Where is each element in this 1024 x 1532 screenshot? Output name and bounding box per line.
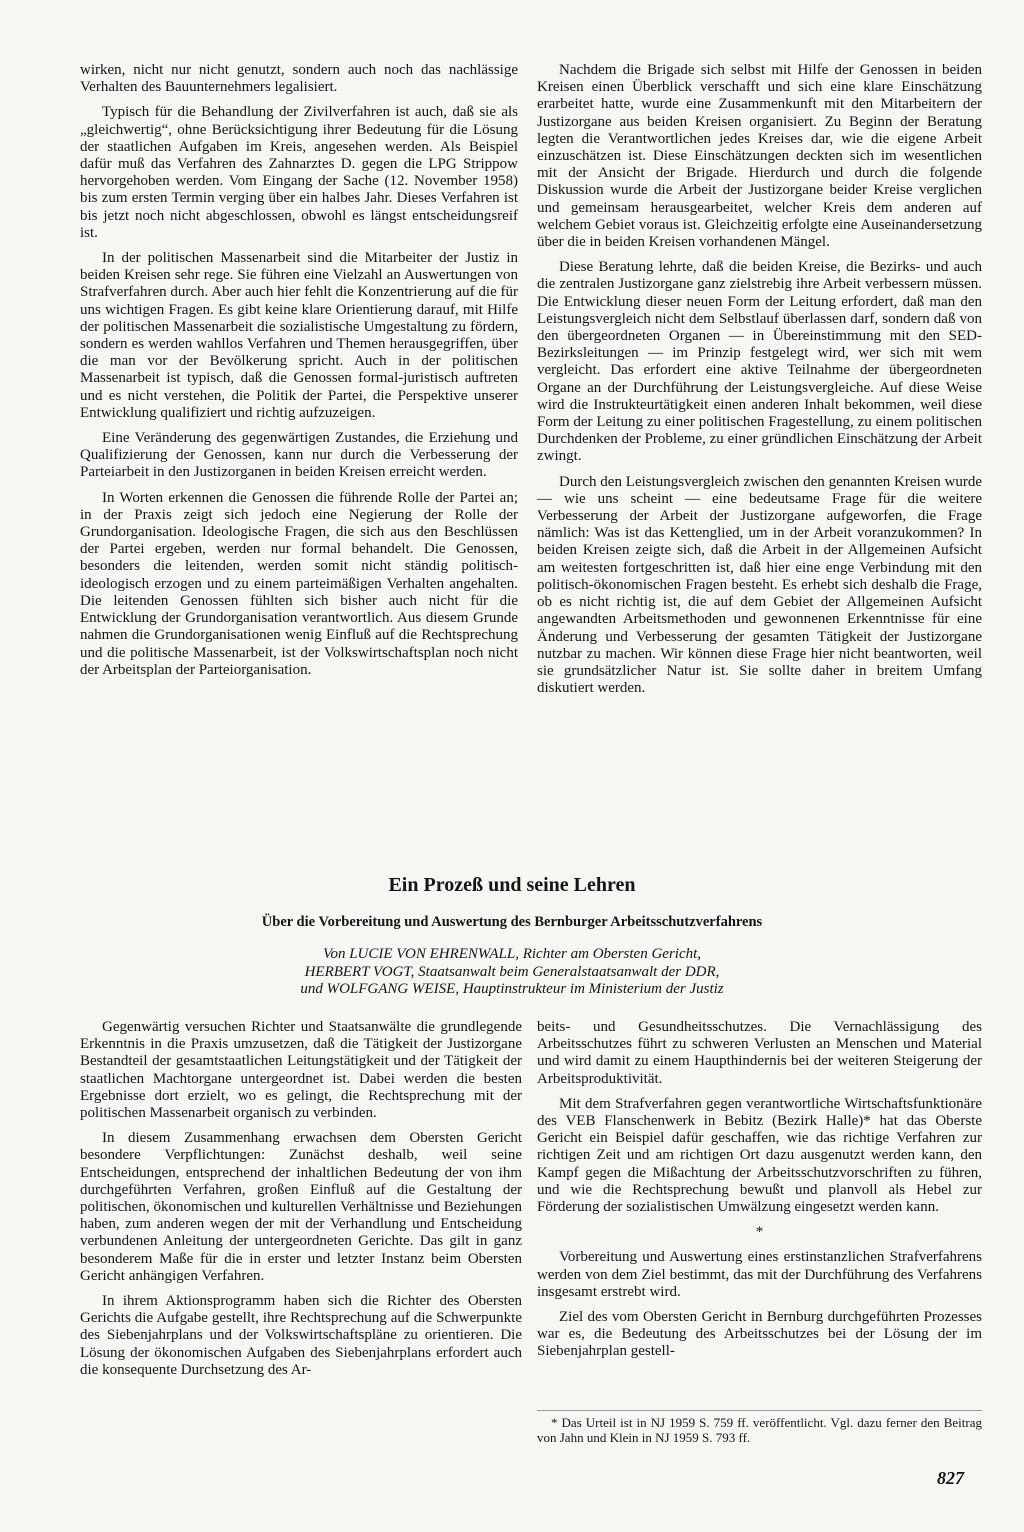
article-title: Ein Prozeß und seine Lehren (388, 874, 636, 896)
byline-line: und WOLFGANG WEISE, Hauptinstrukteur im Ministerium der Justiz (300, 981, 724, 997)
footnote-text: * Das Urteil ist in NJ 1959 S. 759 ff. veröffentlicht. Vgl. dazu ferner den Beitrag von Jahn und Klein in NJ 1959 S. 793 ff. (537, 1415, 982, 1445)
paragraph: Durch den Leistungsvergleich zwischen den genannten Kreisen wurde — wie uns scheint — eine bedeutsame Frage für die weitere Verbesserung der Arbeit der Justizorgane aufgeworfen, die Frage nämlich: Was ist das Kettenglied, um in der Arbeit voranzukommen? In beiden Kreisen zeigte sich, daß die Arbeit in der Allgemeinen Aufsicht am weitesten fortgeschritten ist, daß hier eine enge Verbindung mit den politisch-ökonomischen Fragen besteht. Es erhebt sich deshalb die Frage, ob es nicht richtig ist, die auf dem Gebiet der Allgemeinen Aufsicht angewandten Arbeitsmethoden und gewonnenen Erkenntnisse für eine Änderung und Verbesserung der gesamten Tätigkeit der Justizorgane nutzbar zu machen. Wir können diese Frage hier nicht beantworten, weil sie grundsätzlicher Natur ist. Sie sollte daher in breitem Umfang diskutiert werden. (537, 473, 982, 697)
paragraph: Mit dem Strafverfahren gegen verantwortliche Wirtschaftsfunktionäre des VEB Flanschenwerk in Bebitz (Bezirk Halle)* hat das Oberste Gericht ein Beispiel dafür geschaffen, wie das richtige Verfahren zur richtigen Zeit und am richtigen Ort dazu ausgenutzt werden kann, den Kampf gegen die Mißachtung der Arbeitsschutzvorschriften zu führen, und wie die Rechtsprechung bewußt und planvoll als Hebel zur Förderung der sozialistischen Umwälzung eingesetzt werden kann. (537, 1095, 982, 1216)
section-separator: * (755, 1224, 764, 1241)
paragraph: Typisch für die Behandlung der Zivilverfahren ist auch, daß sie als „gleichwertig“, ohne Berücksichtigung ihrer Bedeutung für die Lösung der staatlichen Aufgaben im Kreis, angesehen werden. Als Beispiel dafür muß das Verfahren des Zahnarztes D. gegen die LPG Strippow hervorgehoben werden. Vom Eingang der Sache (12. November 1958) bis zum ersten Termin verging über ein halbes Jahr. Dieses Verfahren ist bis jetzt noch nicht abgeschlossen, obwohl es längst entscheidungsreif ist. (80, 104, 518, 241)
paragraph: Ziel des vom Obersten Gericht in Bernburg durchgeführten Prozesses war es, die Bedeutung des Arbeitsschutzes bei der Lösung der im Siebenjahrplan gestell- (537, 1309, 982, 1360)
paragraph: beits- und Gesundheitsschutzes. Die Vernachlässigung des Arbeitsschutzes führt zu schweren Verlusten an Menschen und Material und wird damit zu einem Haupthindernis bei der weiteren Steigerung der Arbeitsproduktivität. (537, 1019, 982, 1087)
byline-line: HERBERT VOGT, Staatsanwalt beim Generalstaatsanwalt der DDR, (304, 963, 720, 980)
paragraph: Nachdem die Brigade sich selbst mit Hilfe der Genossen in beiden Kreisen einen Überblick verschafft und sich eine klare Einschätzung erarbeitet hatte, wurde eine Zusammenkunft mit den Mitarbeitern der Justizorgane aus beiden Kreisen organisiert. Zu Beginn der Beratung legten die Verantwortlichen jedes Kreises dar, wie die eigene Arbeit einzuschätzen ist. Diese Einschätzungen deckten sich im wesentlichen mit der Ansicht der Brigade. Hierdurch und durch die folgende Diskussion wurde die Arbeit der Justizorgane beider Kreise verglichen und gemeinsam herausgearbeitet, welcher Kreis dem anderen auf welchem Gebiet voraus ist. Gleichzeitig erfolgte eine Auseinandersetzung über die in beiden Kreisen vorhandenen Mängel. (537, 62, 982, 251)
page-number: 827 (937, 1468, 964, 1488)
paragraph: wirken, nicht nur nicht genutzt, sondern auch noch das nachlässige Verhalten des Bauunternehmers legalisiert. (80, 62, 518, 96)
article-byline (0, 946, 1024, 999)
paragraph: In Worten erkennen die Genossen die führende Rolle der Partei an; in der Praxis zeigt sich jedoch eine Negierung der Rolle der Grundorganisation. Ideologische Fragen, die sich aus den Beschlüssen der Partei ergeben, werden nur formal behandelt. Die Genossen, besonders die leitenden, werden somit nicht ständig politisch-ideologisch erzogen und zu einem parteimäßigen Verhalten angehalten. Die leitenden Genossen fühlten sich bisher auch nicht für die Entwicklung der Grundorganisation verantwortlich. Aus diesem Grunde nahmen die Grundorganisationen wenig Einfluß auf die Rechtsprechung und die politische Massenarbeit, ist der Volkswirtschaftsplan noch nicht der Arbeitsplan der Parteiorganisation. (80, 489, 518, 678)
paragraph: Diese Beratung lehrte, daß die beiden Kreise, die Bezirks- und auch die zentralen Justizorgane ganz zielstrebig ihre Arbeit verbessern müssen. Die Entwicklung dieser neuen Form der Leitung erfordert, daß man den Leistungsvergleich nicht dem Selbstlauf überlassen darf, sondern daß von den übergeordneten Organen — in Übereinstimmung mit den SED-Bezirksleitungen — im Prinzip festgelegt wird, wer sich mit wem vergleicht. Das erfordert eine aktive Teilnahme der übergeordneten Organe an der Durchführung der Leistungsvergleiche. Auf diese Weise wird die Instrukteurtätigkeit einen anderen Inhalt bekommen, weil diese Form der Leitung zu einer politischen Fragestellung, zu einem politischen Durchdenken der Probleme, zu einer gründlichen Einschätzung der Arbeit zwingt. (537, 259, 982, 465)
column-bottom-left (80, 1019, 522, 1387)
paragraph: In ihrem Aktionsprogramm haben sich die Richter des Obersten Gerichts die Aufgabe gestellt, ihre Rechtsprechung auf die Schwerpunkte des Siebenjahrplans und der Volkswirtschaftspläne zu orientieren. Die Lösung der ökonomischen Aufgaben des Siebenjahrplans erfordert auch die konsequente Durchsetzung des Ar- (80, 1293, 522, 1378)
column-bottom-right (537, 1019, 982, 1369)
article-subtitle: Über die Vorbereitung und Auswertung des Bernburger Arbeitsschutzverfahrens (261, 914, 763, 930)
column-top-right (537, 62, 982, 705)
paragraph: Eine Veränderung des gegenwärtigen Zustandes, die Erziehung und Qualifizierung der Genossen, kann nur durch die Verbesserung der Parteiarbeit in den Justizorganen in beiden Kreisen erreicht werden. (80, 430, 518, 481)
byline-line: Von LUCIE VON EHRENWALL, Richter am Obersten Gericht, (322, 946, 702, 962)
paragraph: In diesem Zusammenhang erwachsen dem Obersten Gericht besondere Verpflichtungen: Zunächst deshalb, weil seine Entscheidungen, entsprechend der inhaltlichen Bedeutung der von ihm durchgeführten Verfahren, großen Einfluß auf die Gestaltung der politischen, ökonomischen und kulturellen Verhältnisse und Beziehungen haben, zum anderen wegen der mit der Verhandlung und Entscheidung verbundenen Anleitung der untergeordneten Gerichte. Das gilt in ganz besonderem Maße für die in erster und letzter Instanz beim Obersten Gericht anhängigen Verfahren. (80, 1130, 522, 1284)
paragraph: Gegenwärtig versuchen Richter und Staatsanwälte die grundlegende Erkenntnis in die Praxis umzusetzen, daß die Tätigkeit der Justizorgane Bestandteil der gesamtstaatlichen Leitungstätigkeit und der Tätigkeit der staatlichen Machtorgane untergeordnet ist. Dabei werden die besten Ergebnisse dort erzielt, wo es gelingt, die Rechtsprechung mit der politischen Massenarbeit organisch zu verbinden. (80, 1019, 522, 1122)
paragraph: In der politischen Massenarbeit sind die Mitarbeiter der Justiz in beiden Kreisen sehr rege. Sie führen eine Vielzahl an Auswertungen von Strafverfahren durch. Aber auch hier fehlt die Konzentrierung auf die für uns wichtigen Fragen. Es gibt keine klare Orientierung darauf, mit Hilfe der politischen Massenarbeit die sozialistische Umgestaltung zu fördern, sondern es werden wahllos Verfahren und Themen herausgegriffen, über die man vor der Bevölkerung spricht. Auch in der politischen Massenarbeit ist typisch, daß die Genossen formal-juristisch auftreten und es nicht verstehen, die Politik der Partei, die Perspektive unserer Entwicklung qualifiziert und richtig aufzuzeigen. (80, 250, 518, 421)
column-top-left (80, 62, 518, 687)
footnote (537, 1410, 982, 1445)
paragraph: Vorbereitung und Auswertung eines erstinstanzlichen Strafverfahrens werden von dem Ziel bestimmt, das mit der Durchführung des Verfahrens insgesamt erstrebt wird. (537, 1249, 982, 1300)
